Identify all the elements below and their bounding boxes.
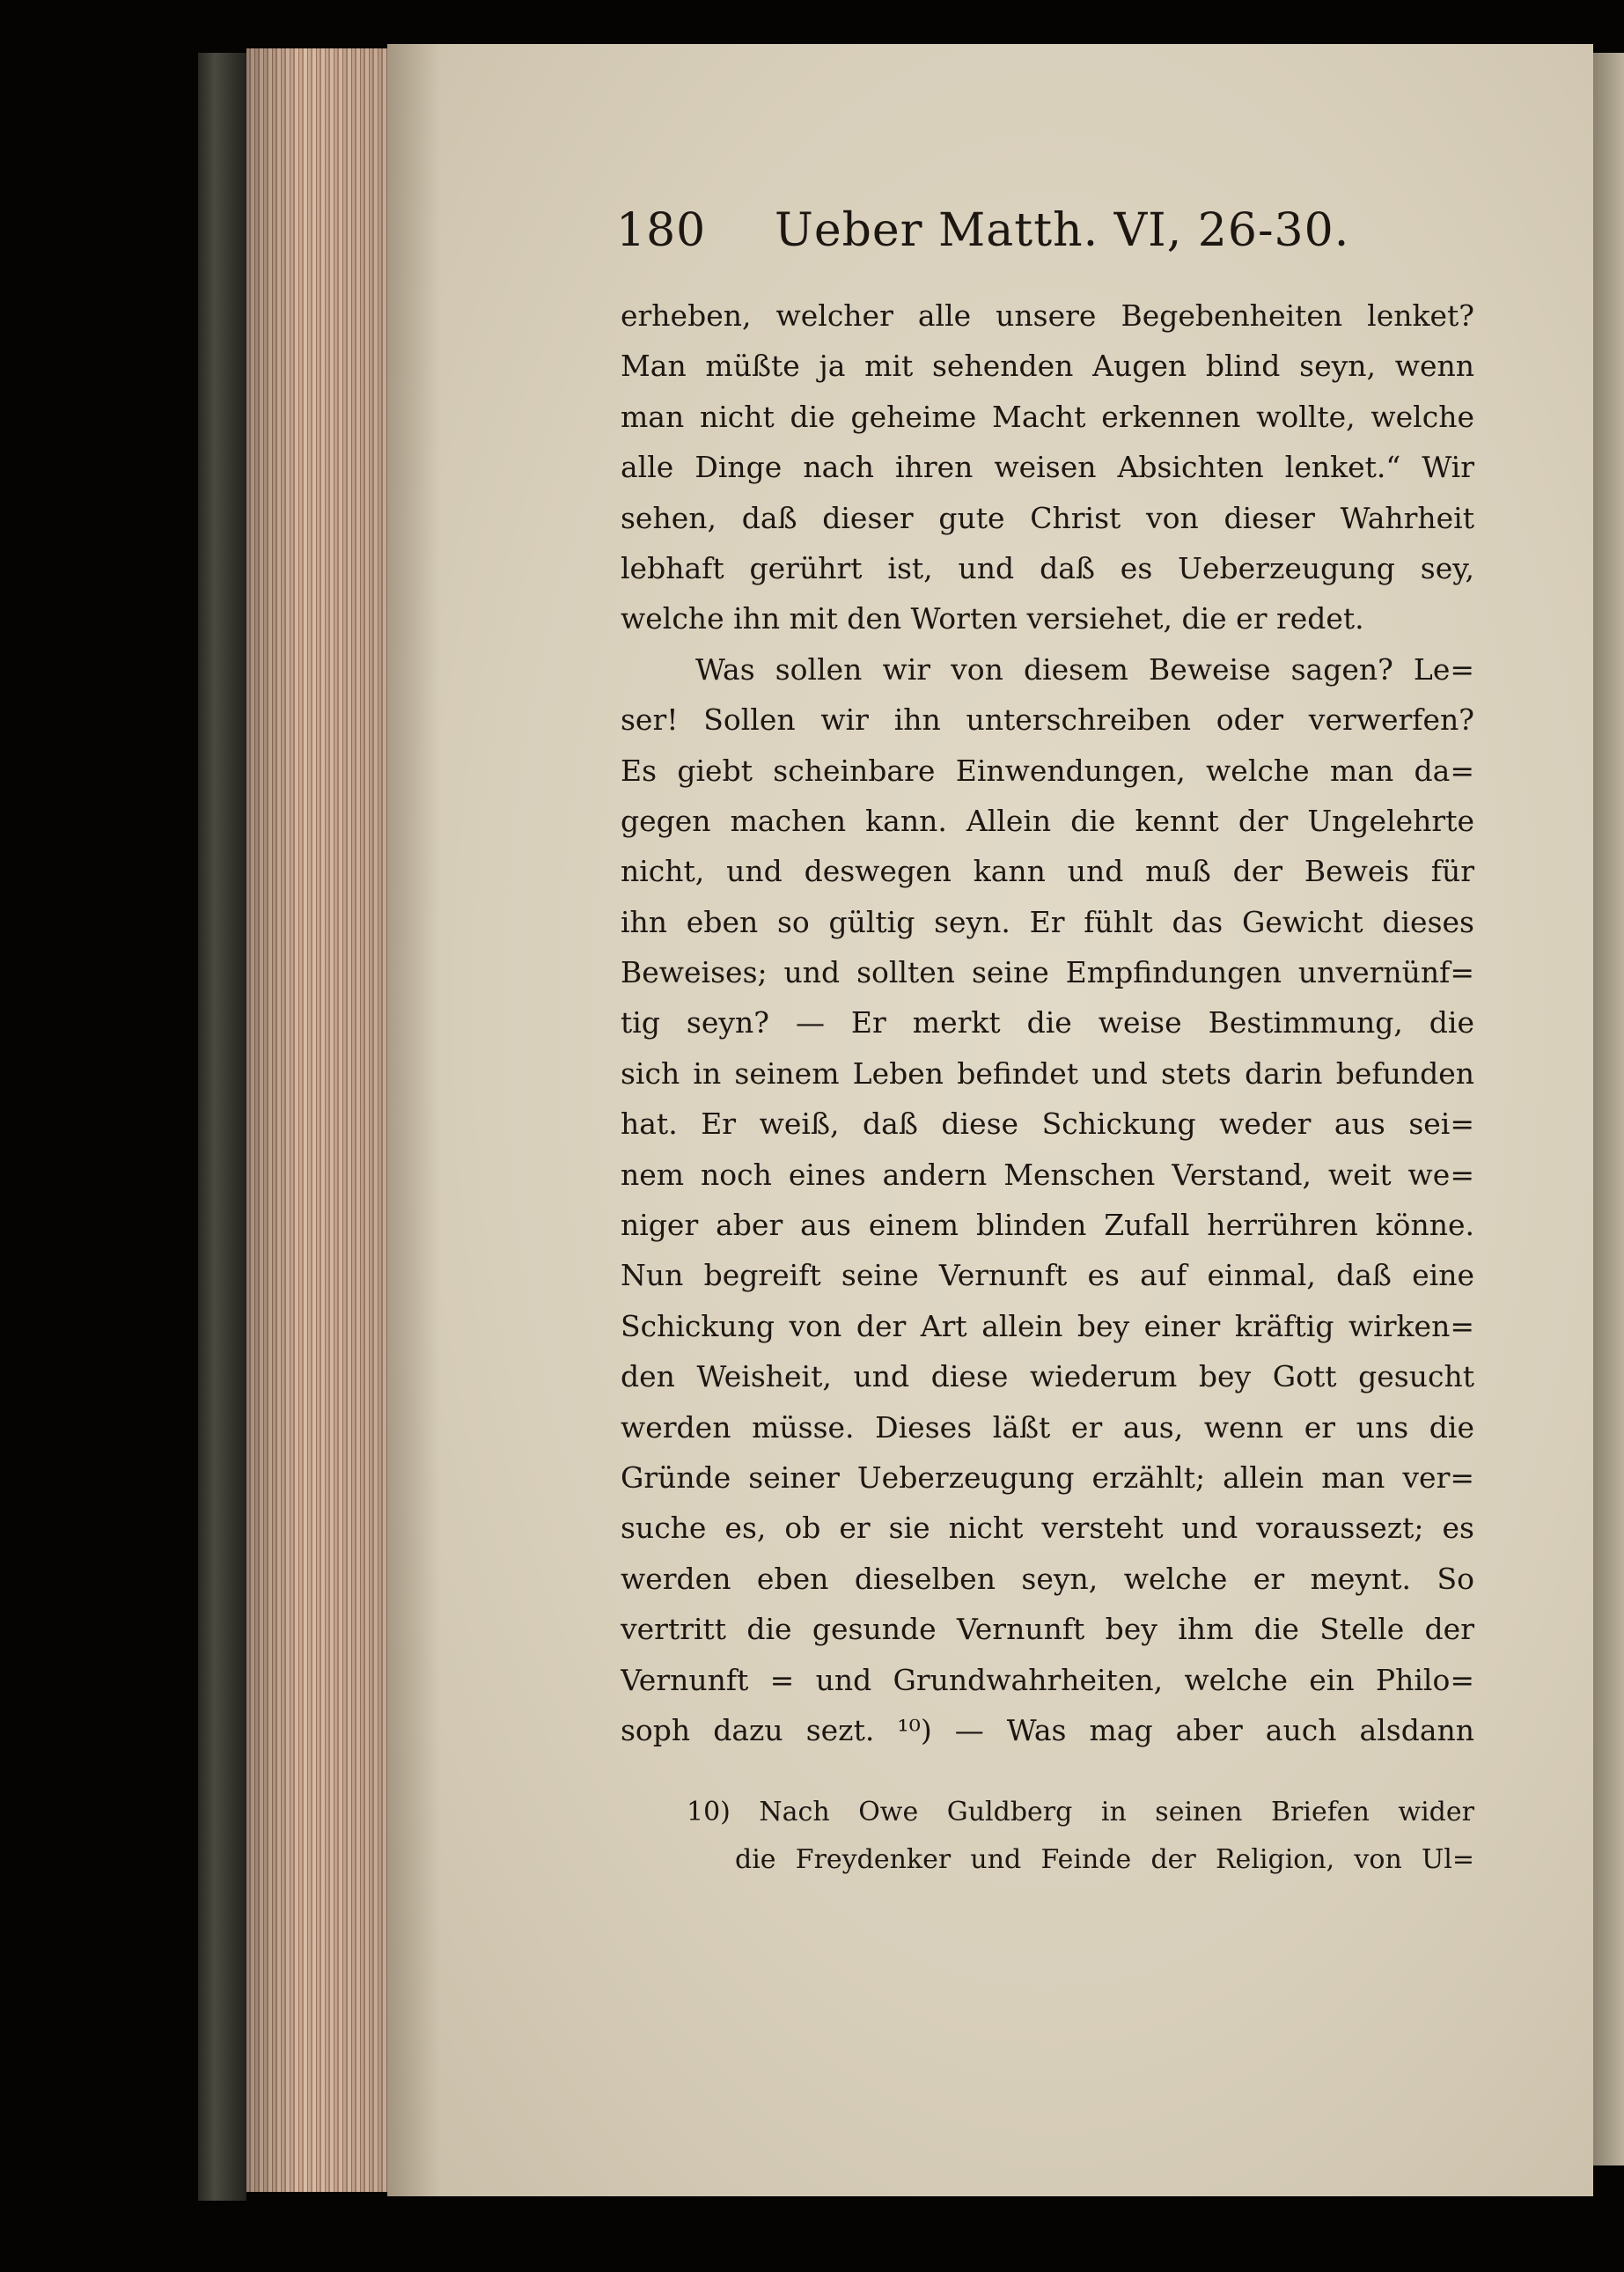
text-line: nicht, und deswegen kann und muß der Beweis für (621, 854, 1474, 889)
text-line: Vernunft = und Grundwahrheiten, welche ein Philo= (621, 1662, 1474, 1697)
text-line: vertritt die gesunde Vernunft bey ihm die Stelle der (621, 1612, 1474, 1647)
text-line: sehen, daß dieser gute Christ von dieser Wahrheit (621, 500, 1474, 535)
text-line: niger aber aus einem blinden Zufall herrühren könne. (621, 1208, 1474, 1243)
footnote-line: 10) Nach Owe Guldberg in seinen Briefen wider (687, 1797, 1474, 1827)
text-line: man nicht die geheime Macht erkennen wollte, welche (621, 399, 1474, 434)
text-line: Gründe seiner Ueberzeugung erzählt; allein man ver= (621, 1460, 1474, 1495)
text-line: alle Dinge nach ihren weisen Absichten lenket.“ Wir (621, 450, 1474, 485)
book-cover-board (198, 53, 246, 2201)
text-line: tig seyn? — Er merkt die weise Bestimmung, die (621, 1005, 1474, 1040)
text-line: erheben, welcher alle unsere Begebenheiten lenket? (621, 298, 1474, 333)
page-header (616, 204, 1540, 275)
text-line: gegen machen kann. Allein die kennt der Ungelehrte (621, 803, 1474, 838)
text-line: Man müßte ja mit sehenden Augen blind seyn, wenn (621, 349, 1474, 384)
text-line: Nun begreift seine Vernunft es auf einmal, daß eine (621, 1258, 1474, 1293)
next-page-edge (1593, 53, 1624, 2165)
page-edge-shadow (246, 48, 387, 2192)
running-head: Ueber Matth. VI, 26-30. (775, 204, 1350, 257)
text-line: lebhaft gerührt ist, und daß es Ueberzeugung sey, (621, 550, 1474, 585)
footnote-line: die Freydenker und Feinde der Religion, von Ul= (735, 1844, 1474, 1875)
text-line: werden eben dieselben seyn, welche er meynt. So (621, 1561, 1474, 1596)
text-line: Es giebt scheinbare Einwendungen, welche man da= (621, 753, 1474, 788)
text-line: ihn eben so gültig seyn. Er fühlt das Gewicht dieses (621, 904, 1474, 939)
page-number: 180 (616, 204, 707, 257)
text-line: Beweises; und sollten seine Empfindungen unvernünf= (621, 955, 1474, 990)
text-line: suche es, ob er sie nicht versteht und voraussezt; es (621, 1511, 1474, 1546)
text-line: nem noch eines andern Menschen Verstand, weit we= (621, 1157, 1474, 1192)
footnote (687, 1789, 1474, 1884)
text-line: den Weisheit, und diese wiederum bey Gott gesucht (621, 1359, 1474, 1394)
text-line: ser! Sollen wir ihn unterschreiben oder verwerfen? (621, 702, 1474, 738)
text-line: werden müsse. Dieses läßt er aus, wenn er uns die (621, 1409, 1474, 1445)
text-line: sich in seinem Leben befindet und stets darin befunden (621, 1055, 1474, 1091)
page-gutter-shadow (387, 44, 440, 2196)
text-line: hat. Er weiß, daß diese Schickung weder aus sei= (621, 1107, 1474, 1142)
text-line: welche ihn mit den Worten versiehet, die er redet. (621, 601, 1364, 636)
body-text (621, 290, 1474, 1755)
text-line-paragraph-start: Was sollen wir von diesem Beweise sagen? Le= (695, 651, 1474, 687)
text-line: soph dazu sezt. ¹⁰) — Was mag aber auch alsdann (621, 1712, 1474, 1747)
text-line: Schickung von der Art allein bey einer kräftig wirken= (621, 1308, 1474, 1343)
